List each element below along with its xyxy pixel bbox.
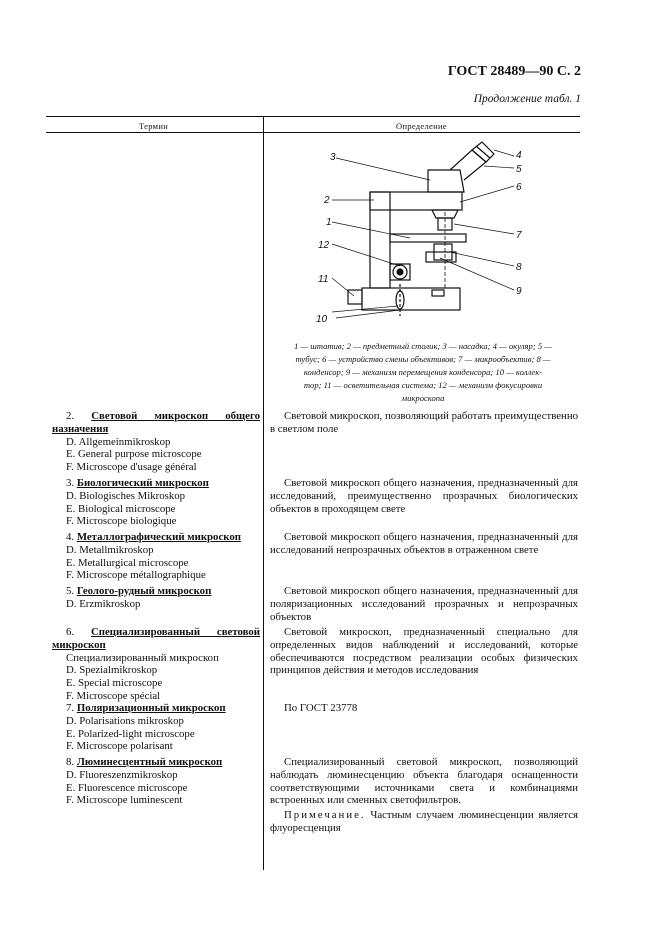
term-title: 2. Световой микроскоп общего назначения xyxy=(52,410,260,435)
table-column-divider xyxy=(263,132,264,870)
table-continuation-label: Продолжение табл. 1 xyxy=(473,93,581,105)
term-lang-e: E. General purpose microscope xyxy=(66,448,202,461)
definition-2: Световой микроскоп, позволяющий работать преимущественно в светлом поле xyxy=(270,410,578,435)
term-entry-3 xyxy=(52,477,260,528)
stand-arm xyxy=(370,192,462,210)
term-title: 4. Металлографический микроскоп xyxy=(66,531,241,543)
figure-caption xyxy=(270,340,576,405)
table-top-rule xyxy=(46,116,580,117)
term-title: 7. Поляризационный микроскоп xyxy=(66,702,226,714)
stage xyxy=(390,234,466,242)
term-lang-f: F. Microscope métallographique xyxy=(66,569,206,582)
term-entry-6 xyxy=(52,626,260,703)
term-lang-e: E. Fluorescence microscope xyxy=(66,781,188,794)
fig-label-11: 11 xyxy=(318,274,329,285)
term-lang-f: F. Microscope d'usage général xyxy=(66,461,197,474)
caption-line: тубус; 6 — устройство смены объективов; 7 — микрообъектив; 8 — xyxy=(295,354,551,364)
fig-label-3: 3 xyxy=(330,152,336,163)
term-title: 8. Люминесцентный микроскоп xyxy=(66,756,223,768)
term-entry-8 xyxy=(52,756,260,807)
term-lang-f: F. Microscope spécial xyxy=(66,689,161,702)
table-header-rule xyxy=(46,132,580,133)
fig-label-8: 8 xyxy=(516,262,522,273)
term-title: 6. Специализированный световой микроскоп xyxy=(52,626,260,651)
term-lang-f: F. Microscope biologique xyxy=(66,515,177,528)
term-entry-5 xyxy=(52,585,260,611)
fig-label-10: 10 xyxy=(316,314,328,325)
definition-5: Световой микроскоп общего назначения, предназначенный для поляризационных исследований прозрачных и непрозрачных объектов xyxy=(270,585,578,623)
term-lang-d: D. Allgemeinmikroskop xyxy=(66,435,171,448)
fig-label-9: 9 xyxy=(516,286,522,297)
term-entry-2 xyxy=(52,410,260,474)
note-text: Частным случаем люминесценции является флуоресценция xyxy=(270,809,578,834)
attachment-body xyxy=(428,170,464,192)
illuminator xyxy=(348,290,362,304)
fig-label-12: 12 xyxy=(318,240,330,251)
fig-label-4: 4 xyxy=(516,150,522,161)
term-lang-d: D. Metallmikroskop xyxy=(66,543,154,556)
caption-line: 1 — штатив; 2 — предметный столик; 3 — насадка; 4 — окуляр; 5 — xyxy=(294,341,552,351)
tube xyxy=(450,150,486,180)
column-header-definition: Определение xyxy=(396,121,447,131)
term-lang-f: F. Microscope polarisant xyxy=(66,740,173,753)
note-label: Примечание. xyxy=(284,809,366,821)
definition-4: Световой микроскоп общего назначения, предназначенный для исследований непрозрачных объектов в отраженном свете xyxy=(270,531,578,556)
term-title: 3. Биологический микроскоп xyxy=(66,477,209,489)
term-lang-d: D. Biologisches Mikroskop xyxy=(66,489,186,502)
term-lang-e: E. Special microscope xyxy=(66,677,163,690)
stand-column xyxy=(370,192,390,288)
definition-8: Специализированный световой микроскоп, позволяющий наблюдать люминесценцию объекта благодаря оснащенности соответствующими источниками света и комбинациями встроенных или сменных светофильтров. xyxy=(270,756,578,807)
term-title: 5. Геолого-рудный микроскоп xyxy=(66,585,212,597)
page-header-title: ГОСТ 28489—90 С. 2 xyxy=(447,64,581,79)
term-lang-e: E. Polarized-light microscope xyxy=(66,727,195,740)
definition-7: По ГОСТ 23778 xyxy=(284,702,358,714)
fig-label-2: 2 xyxy=(324,195,330,206)
definition-6: Световой микроскоп, предназначенный специально для определенных видов наблюдений и исследований, которые обеспечиваются посредством реализации особых физических принципов действия и методов исследования xyxy=(270,626,578,677)
microscope-diagram xyxy=(300,140,580,332)
term-lang-e: E. Biological microscope xyxy=(66,502,176,515)
term-lang-d: D. Fluoreszenzmikroskop xyxy=(66,768,178,781)
caption-line: конденсор; 9 — механизм перемещения конденсора; 10 — коллек- xyxy=(303,367,543,377)
caption-line: тор; 11 — осветительная система; 12 — механизм фокусировки xyxy=(303,380,543,390)
column-header-term: Термин xyxy=(139,121,169,131)
term-lang-e: E. Metallurgical microscope xyxy=(66,556,189,569)
term-synonym: Специализированный микроскоп xyxy=(66,651,219,664)
fig-label-1: 1 xyxy=(326,217,332,228)
stand-base xyxy=(362,288,460,310)
term-entry-7 xyxy=(52,702,260,753)
fig-label-7: 7 xyxy=(516,230,522,241)
term-entry-4 xyxy=(52,531,260,582)
term-lang-f: F. Microscope luminescent xyxy=(66,794,183,807)
fig-label-5: 5 xyxy=(516,164,522,175)
caption-line: микроскопа xyxy=(401,393,445,403)
term-lang-d: D. Polarisations mikroskop xyxy=(66,714,184,727)
term-lang-d: D. Erzmikroskop xyxy=(66,597,141,610)
table-header-divider xyxy=(263,116,264,132)
term-lang-d: D. Spezialmikroskop xyxy=(66,664,158,677)
fig-label-6: 6 xyxy=(516,182,522,193)
definition-3: Световой микроскоп общего назначения, предназначенный для исследований, преимущественно прозрачных биологических объектов в проходящем свете xyxy=(270,477,578,515)
definition-8-note xyxy=(270,809,578,835)
